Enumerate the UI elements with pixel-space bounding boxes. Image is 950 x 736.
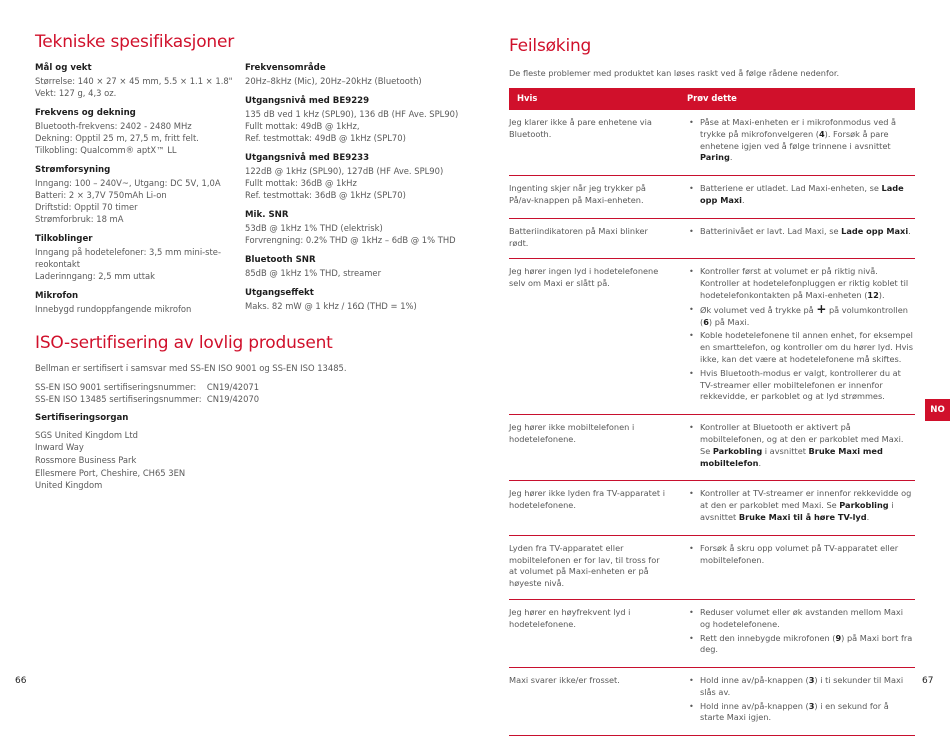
- iso-section: [35, 362, 455, 492]
- solution-text: ) i ti sekunder til Maxi slås av.: [700, 675, 904, 697]
- table-row: [509, 668, 915, 736]
- issue-cell: Jeg hører ikke lyden fra TV-apparatet i hodetelefonene.: [509, 481, 679, 535]
- spec-heading: Mikrofon: [35, 291, 79, 301]
- solution-item: [687, 330, 915, 365]
- issue-cell: Maxi svarer ikke/er frosset.: [509, 668, 679, 736]
- bold-reference: Lade opp Maxi: [700, 183, 904, 205]
- specs-column-1: [35, 62, 240, 323]
- solution-cell: [679, 259, 915, 415]
- spec-line: 122dB @ 1kHz (SPL90), 127dB (HF Ave. SPL90): [245, 166, 444, 176]
- solution-list: [687, 543, 915, 567]
- spec-line: Fullt mottak: 36dB @ 1kHz: [245, 178, 357, 188]
- bullet-icon: •: [689, 675, 694, 686]
- bold-reference: Bruke Maxi til å høre TV-lyd: [738, 511, 867, 522]
- solution-list: [687, 607, 915, 656]
- spec-heading: Strømforsyning: [35, 165, 111, 175]
- specs-title: Tekniske spesifikasjoner: [35, 32, 235, 52]
- page-number-left: 66: [15, 676, 27, 686]
- spec-line: reokontakt: [35, 259, 81, 269]
- bold-reference: 6: [703, 316, 709, 327]
- issue-cell: Jeg hører en høyfrekvent lyd i hodetelefonene.: [509, 599, 679, 667]
- spec-line: Innebygd rundoppfangende mikrofon: [35, 304, 192, 314]
- spec-block: [35, 290, 240, 315]
- org-line: SGS United Kingdom Ltd: [35, 429, 138, 440]
- spec-line: Laderinngang: 2,5 mm uttak: [35, 271, 156, 281]
- solution-text: Hold inne av/på-knappen (: [700, 700, 809, 711]
- spec-heading: Mål og vekt: [35, 63, 92, 73]
- solution-cell: [679, 481, 915, 535]
- spec-line: Batteri: 2 × 3,7V 750mAh Li-on: [35, 190, 167, 200]
- table-row: [509, 415, 915, 481]
- right-page: [475, 0, 950, 723]
- bullet-icon: •: [689, 117, 694, 127]
- spec-block: [35, 164, 240, 225]
- solution-text: Påse at Maxi-enheten er i mikrofonmodus ved å trykke på mikrofonvelgeren (: [700, 117, 897, 139]
- solution-item: [687, 117, 915, 164]
- org-line: United Kingdom: [35, 480, 103, 491]
- org-heading: Sertifiseringsorgan: [35, 412, 129, 423]
- spec-block: [245, 209, 460, 246]
- iso-line: Bellman er sertifisert i samsvar med SS-EN ISO 9001 og SS-EN ISO 13485.: [35, 363, 347, 373]
- spec-heading: Utgangsnivå med BE9233: [245, 153, 370, 163]
- solution-text: Kontroller at TV-streamer er innenfor rekkevidde og at den er parkoblet med Maxi. Se: [700, 488, 912, 511]
- bullet-icon: •: [689, 422, 694, 433]
- bullet-icon: •: [689, 367, 694, 378]
- spec-line: 85dB @ 1kHz 1% THD, streamer: [245, 268, 382, 278]
- spec-line: 53dB @ 1kHz 1% THD (elektrisk): [245, 223, 383, 233]
- spec-line: Maks. 82 mW @ 1 kHz / 16Ω (THD = 1%): [245, 301, 417, 311]
- solution-text: ) på Maxi bort fra deg.: [700, 632, 913, 655]
- bullet-icon: •: [689, 606, 694, 617]
- table-row: [509, 218, 915, 259]
- solution-list: [687, 183, 915, 207]
- spec-block: [245, 254, 460, 279]
- bullet-icon: •: [689, 542, 694, 553]
- solution-cell: [679, 415, 915, 481]
- solution-text: ) i en sekund for å starte Maxi igjen.: [700, 700, 889, 723]
- solution-text: .: [866, 511, 870, 522]
- spec-block: [35, 233, 240, 282]
- solution-text: Forsøk å skru opp volumet på TV-apparatet eller mobiltelefonen.: [700, 542, 899, 565]
- spec-line: Bluetooth-frekvens: 2402 - 2480 MHz: [35, 121, 192, 131]
- solution-text: på volumkontrollen (: [700, 304, 908, 327]
- issue-cell: Jeg klarer ikke å pare enhetene via Bluetooth.: [509, 110, 679, 176]
- spec-line: Inngang på hodetelefoner: 3,5 mm mini-ste-: [35, 247, 221, 257]
- solution-text: Kontroller at Bluetooth er aktivert på mobiltelefonen, og at den er parkoblet med Maxi. Se: [700, 422, 904, 456]
- bold-reference: Parkobling: [712, 445, 763, 456]
- table-row: [509, 176, 915, 219]
- bold-reference: Paring: [700, 152, 730, 163]
- solution-item: [687, 368, 915, 403]
- bold-reference: 3: [808, 675, 815, 686]
- solution-item: [687, 633, 915, 657]
- spec-block: [245, 287, 460, 312]
- solution-text: .: [908, 225, 911, 236]
- spec-line: Dekning: Opptil 25 m, 27,5 m, fritt felt.: [35, 133, 199, 143]
- table-row: [509, 110, 915, 176]
- bold-reference: Parkobling: [839, 500, 889, 511]
- table-row: [509, 535, 915, 599]
- spec-block: [245, 62, 460, 87]
- spec-line: Vekt: 127 g, 4,3 oz.: [35, 88, 117, 98]
- spec-heading: Frekvens og dekning: [35, 108, 136, 118]
- troubleshooting-intro: De fleste problemer med produktet kan løses raskt ved å følge rådene nedenfor.: [509, 68, 840, 78]
- org-line: Ellesmere Port, Cheshire, CH65 3EN: [35, 467, 186, 478]
- spec-line: 20Hz–8kHz (Mic), 20Hz–20kHz (Bluetooth): [245, 76, 422, 86]
- bold-reference: 9: [835, 632, 842, 643]
- column-header-try: Prøv dette: [679, 88, 915, 110]
- spec-line: Fullt mottak: 49dB @ 1kHz,: [245, 121, 360, 131]
- spec-line: Ref. testmottak: 36dB @ 1kHz (SPL70): [245, 190, 406, 200]
- bold-reference: Bruke Maxi med mobiltelefon: [700, 445, 883, 468]
- solution-text: Øk volumet ved å trykke på: [700, 304, 817, 315]
- solution-item: [687, 301, 915, 329]
- bullet-icon: •: [689, 488, 694, 499]
- spec-line: Tilkobling: Qualcomm® aptX™ LL: [35, 145, 177, 155]
- solution-text: .: [741, 194, 745, 205]
- bullet-icon: •: [689, 330, 694, 341]
- spec-heading: Utgangseffekt: [245, 288, 314, 298]
- solution-cell: [679, 668, 915, 736]
- spec-block: [35, 107, 240, 156]
- spec-line: Ref. testmottak: 49dB @ 1kHz (SPL70): [245, 133, 406, 143]
- solution-text: Kontroller først at volumet er på riktig nivå. Kontroller at hodetelefonpluggen er riktig koblet til hodetelefonkontakten på Maxi-enheten (: [700, 266, 909, 300]
- solution-list: [687, 675, 915, 724]
- solution-item: [687, 543, 915, 567]
- issue-cell: Jeg hører ingen lyd i hodetelefonene selv om Maxi er slått på.: [509, 259, 679, 415]
- bold-reference: Lade opp Maxi: [841, 225, 909, 236]
- solution-cell: [679, 535, 915, 599]
- solution-item: [687, 488, 915, 523]
- spec-line: Forvrengning: 0.2% THD @ 1kHz – 6dB @ 1% THD: [245, 235, 456, 245]
- iso-title: ISO-sertifisering av lovlig produsent: [35, 333, 333, 353]
- spec-heading: Frekvensområde: [245, 63, 326, 73]
- solution-list: [687, 266, 915, 403]
- table-row: [509, 599, 915, 667]
- bullet-icon: •: [689, 700, 694, 711]
- specs-column-2: [245, 62, 460, 320]
- spec-line: Strømforbruk: 18 mA: [35, 214, 124, 224]
- solution-text: Reduser volumet eller øk avstanden mellom Maxi og hodetelefonene.: [700, 606, 904, 629]
- solution-item: [687, 226, 915, 238]
- table-row: [509, 259, 915, 415]
- org-line: Rossmore Business Park: [35, 454, 137, 465]
- spec-line: Størrelse: 140 × 27 × 45 mm, 5.5 × 1.1 × 1.8": [35, 76, 233, 86]
- solution-item: [687, 701, 915, 725]
- table-header-row: [509, 88, 915, 110]
- bullet-icon: •: [689, 632, 694, 643]
- solution-text: Hold inne av/på-knappen (: [700, 675, 809, 686]
- solution-list: [687, 488, 915, 523]
- issue-cell: Jeg hører ikke mobiltelefonen i hodetelefonene.: [509, 415, 679, 481]
- solution-cell: [679, 176, 915, 219]
- solution-item: [687, 422, 915, 469]
- bullet-icon: •: [689, 225, 694, 236]
- solution-item: [687, 675, 915, 699]
- bullet-icon: •: [689, 266, 694, 277]
- solution-list: [687, 117, 915, 164]
- solution-item: [687, 183, 915, 207]
- solution-text: .: [729, 152, 733, 163]
- issue-cell: Lyden fra TV-apparatet eller mobiltelefonen er for lav, til tross for at volumet på Maxi-enheten er på høyeste nivå.: [509, 535, 679, 599]
- issue-cell: Ingenting skjer når jeg trykker på På/av-knappen på Maxi-enheten.: [509, 176, 679, 219]
- solution-text: i avsnittet: [762, 445, 809, 456]
- issue-cell: Batteriindikatoren på Maxi blinker rødt.: [509, 218, 679, 259]
- spec-heading: Tilkoblinger: [35, 234, 93, 244]
- solution-text: .: [758, 457, 762, 468]
- solution-text: ).: [878, 289, 885, 300]
- org-line: Inward Way: [35, 442, 84, 453]
- bold-reference: 4: [818, 128, 825, 139]
- bullet-icon: •: [689, 183, 694, 194]
- spec-heading: Bluetooth SNR: [245, 255, 316, 265]
- bold-reference: 3: [808, 700, 815, 711]
- spec-heading: Mik. SNR: [245, 210, 289, 220]
- spec-line: 135 dB ved 1 kHz (SPL90), 136 dB (HF Ave. SPL90): [245, 109, 459, 119]
- bullet-icon: •: [689, 303, 694, 314]
- solution-text: i avsnittet: [700, 500, 894, 522]
- spec-block: [245, 152, 460, 201]
- solution-text: Rett den innebygde mikrofonen (: [700, 632, 836, 643]
- bold-reference: 12: [867, 289, 879, 300]
- solution-item: [687, 266, 915, 301]
- solution-item: [687, 607, 915, 631]
- solution-list: [687, 226, 915, 238]
- page-number-right: 67: [922, 676, 934, 686]
- column-header-if: Hvis: [509, 88, 679, 110]
- solution-text: Hvis Bluetooth-modus er valgt, kontrollerer du at TV-streamer eller mobiltelefonen er innenfor rekkevidde, er parkoblet og at lyd strømmes.: [700, 367, 901, 402]
- table-row: [509, 481, 915, 535]
- solution-cell: [679, 110, 915, 176]
- troubleshooting-title: Feilsøking: [509, 36, 592, 56]
- spec-line: Driftstid: Opptil 70 timer: [35, 202, 138, 212]
- solution-list: [687, 422, 915, 469]
- spec-block: [245, 95, 460, 144]
- solution-text: Batterinivået er lavt. Lad Maxi, se: [700, 225, 842, 236]
- spec-block: [35, 62, 240, 99]
- solution-text: Batteriene er utladet. Lad Maxi-enheten, se: [700, 183, 882, 194]
- spec-line: Inngang: 100 – 240V~, Utgang: DC 5V, 1,0A: [35, 178, 221, 188]
- solution-cell: [679, 218, 915, 259]
- language-tab: NO: [925, 399, 950, 421]
- plus-icon: +: [816, 301, 827, 316]
- solution-text: ). Forsøk å pare enhetene igjen ved å følge trinnene i avsnittet: [700, 128, 891, 151]
- troubleshooting-table: [509, 88, 915, 736]
- iso-line: SS-EN ISO 13485 sertifiseringsnummer: CN19/42070: [35, 394, 260, 405]
- iso-line: SS-EN ISO 9001 sertifiseringsnummer: CN19/42071: [35, 381, 260, 392]
- solution-text: ) på Maxi.: [708, 316, 750, 327]
- left-page: [0, 0, 475, 704]
- spec-heading: Utgangsnivå med BE9229: [245, 96, 370, 106]
- solution-text: Koble hodetelefonene til annen enhet, for eksempel en smarttelefon, og kontroller om du hører lyd. Hvis ikke, kan det være at hodetelefonene må skiftes.: [700, 330, 913, 364]
- solution-cell: [679, 599, 915, 667]
